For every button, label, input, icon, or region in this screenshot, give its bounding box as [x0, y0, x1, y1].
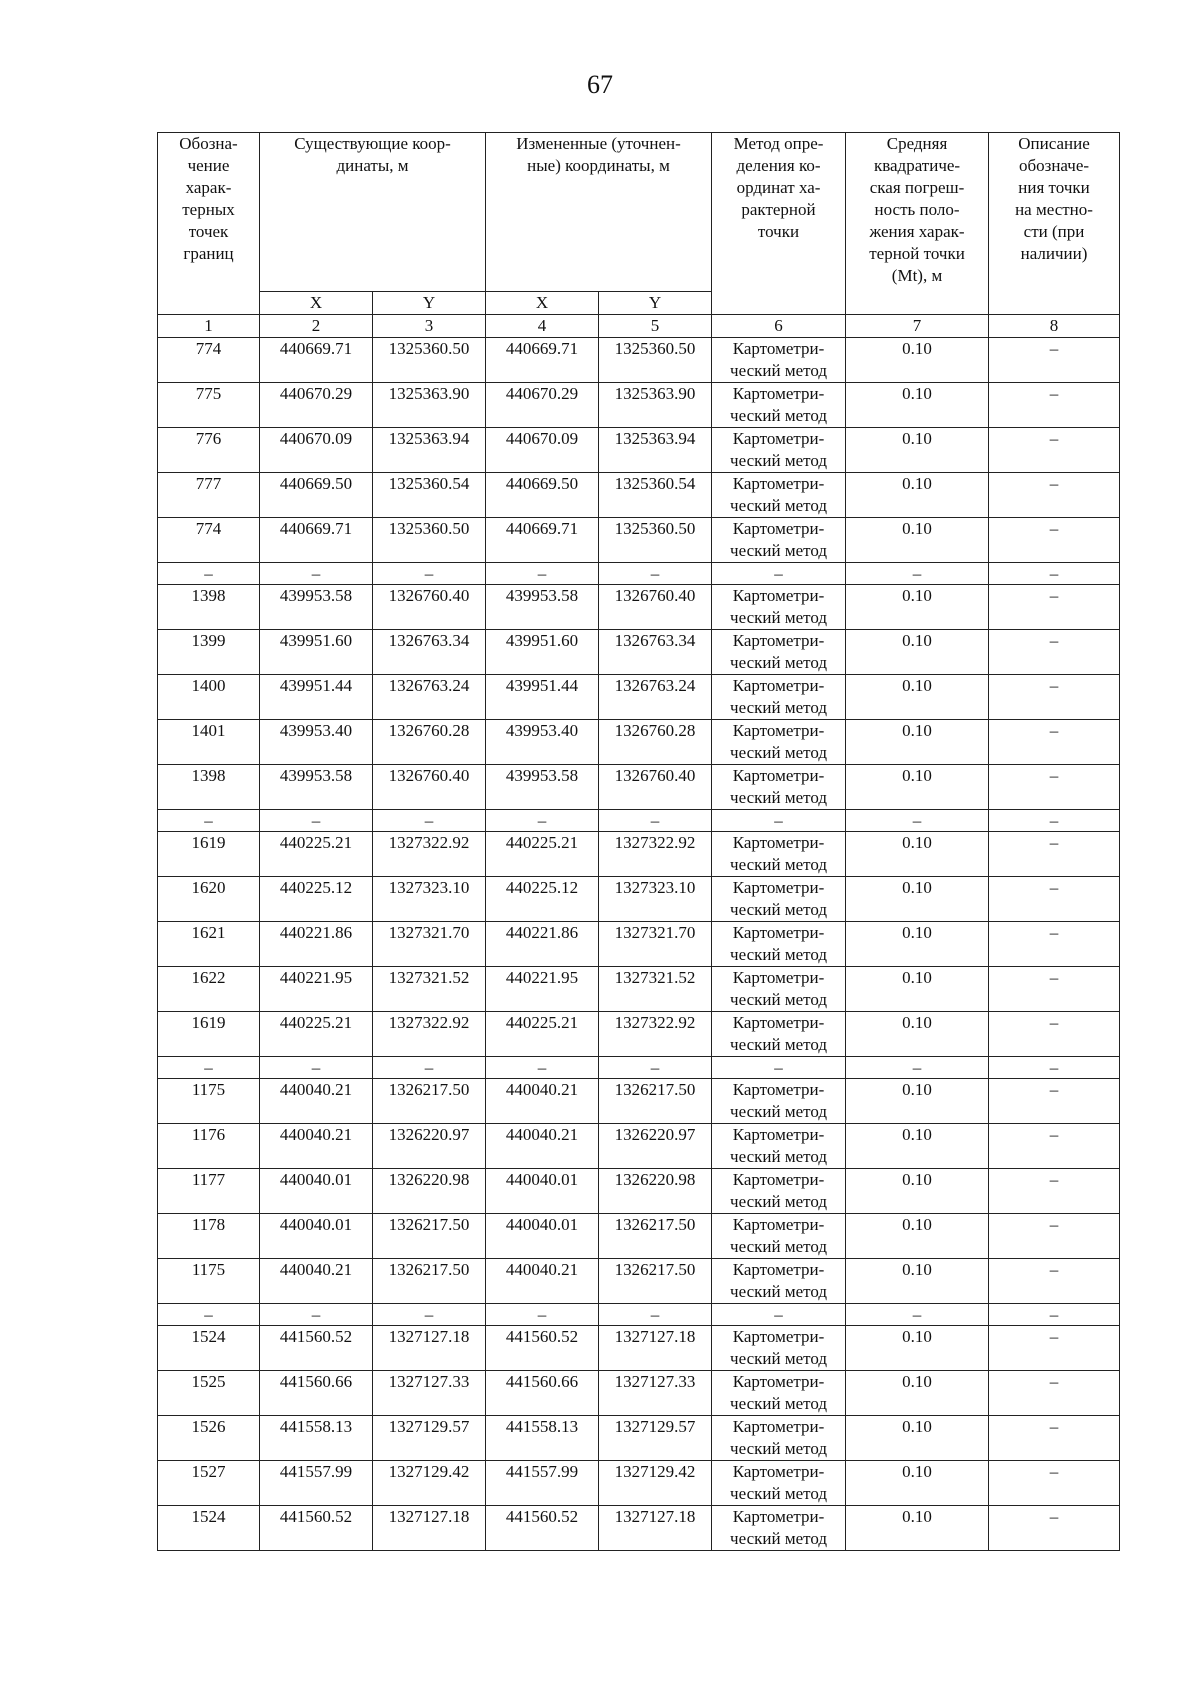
changed-x-cell: 440221.86 [486, 922, 599, 967]
table-row [158, 1416, 1120, 1461]
accuracy-cell: 0.10 [846, 1371, 989, 1416]
designation-cell: 1524 [158, 1506, 260, 1551]
header-changed-text: Измененные (уточнен- ные) координаты, м [516, 134, 681, 175]
method-cell: Картометри- ческий метод [712, 585, 846, 630]
existing-y-cell: 1325360.50 [373, 338, 486, 383]
existing-y-cell: 1327321.70 [373, 922, 486, 967]
existing-x-cell: 439953.58 [260, 765, 373, 810]
column-number: 7 [846, 315, 989, 338]
existing-x-cell: 440040.21 [260, 1259, 373, 1304]
existing-x-cell: 440040.01 [260, 1169, 373, 1214]
existing-y-cell: 1327321.52 [373, 967, 486, 1012]
accuracy-cell: 0.10 [846, 720, 989, 765]
changed-x-cell: 440670.09 [486, 428, 599, 473]
changed-x-cell: 440225.21 [486, 1012, 599, 1057]
changed-y-cell: 1325363.90 [599, 383, 712, 428]
table-row [158, 1079, 1120, 1124]
method-cell: Картометри- ческий метод [712, 1461, 846, 1506]
table-row [158, 967, 1120, 1012]
method-cell: Картометри- ческий метод [712, 675, 846, 720]
method-cell: Картометри- ческий метод [712, 630, 846, 675]
existing-y-cell: 1327129.42 [373, 1461, 486, 1506]
existing-x-cell: 441560.52 [260, 1506, 373, 1551]
changed-y-cell: 1325360.50 [599, 518, 712, 563]
table-row [158, 1371, 1120, 1416]
coordinates-table [157, 132, 1120, 1551]
existing-x-cell: 440221.95 [260, 967, 373, 1012]
table-row [158, 1326, 1120, 1371]
changed-y-cell: 1325363.94 [599, 428, 712, 473]
table-row [158, 428, 1120, 473]
description-cell: – [989, 585, 1120, 630]
table-row [158, 1259, 1120, 1304]
designation-cell: 1619 [158, 1012, 260, 1057]
separator-row [158, 810, 1120, 832]
changed-y-cell: 1327127.33 [599, 1371, 712, 1416]
changed-x-cell: 441557.99 [486, 1461, 599, 1506]
existing-y-cell: – [373, 1304, 486, 1326]
table-row [158, 1012, 1120, 1057]
existing-y-cell: 1327323.10 [373, 877, 486, 922]
changed-y-cell: 1327321.70 [599, 922, 712, 967]
designation-cell: 1525 [158, 1371, 260, 1416]
accuracy-cell: 0.10 [846, 518, 989, 563]
description-cell: – [989, 1079, 1120, 1124]
existing-x-cell: – [260, 810, 373, 832]
accuracy-cell: – [846, 1304, 989, 1326]
changed-x-cell: 439953.40 [486, 720, 599, 765]
changed-x-cell: 440669.71 [486, 338, 599, 383]
existing-x-cell: 439953.40 [260, 720, 373, 765]
changed-x-cell: 441558.13 [486, 1416, 599, 1461]
designation-cell: – [158, 1057, 260, 1079]
method-cell: Картометри- ческий метод [712, 1124, 846, 1169]
designation-cell: 1619 [158, 832, 260, 877]
table-row [158, 1461, 1120, 1506]
designation-cell: 777 [158, 473, 260, 518]
description-cell: – [989, 563, 1120, 585]
existing-x-cell: 439951.60 [260, 630, 373, 675]
existing-y-cell: 1326760.28 [373, 720, 486, 765]
header-row [158, 133, 1120, 292]
changed-x-cell: 441560.52 [486, 1326, 599, 1371]
description-cell: – [989, 1371, 1120, 1416]
column-number-row [158, 315, 1120, 338]
method-cell: Картометри- ческий метод [712, 720, 846, 765]
accuracy-cell: 0.10 [846, 1079, 989, 1124]
existing-x-cell: – [260, 563, 373, 585]
accuracy-cell: 0.10 [846, 1124, 989, 1169]
header-description [989, 133, 1120, 315]
method-cell: Картометри- ческий метод [712, 338, 846, 383]
changed-y-cell: – [599, 1304, 712, 1326]
header-existing-x: X [260, 292, 373, 315]
accuracy-cell: 0.10 [846, 1416, 989, 1461]
description-cell: – [989, 630, 1120, 675]
header-changed-y: Y [599, 292, 712, 315]
method-cell: Картометри- ческий метод [712, 1259, 846, 1304]
designation-cell: 1176 [158, 1124, 260, 1169]
changed-y-cell: 1327127.18 [599, 1326, 712, 1371]
description-cell: – [989, 877, 1120, 922]
description-cell: – [989, 1326, 1120, 1371]
method-cell: Картометри- ческий метод [712, 518, 846, 563]
changed-x-cell: – [486, 1057, 599, 1079]
designation-cell: 1175 [158, 1079, 260, 1124]
accuracy-cell: 0.10 [846, 765, 989, 810]
description-cell: – [989, 1057, 1120, 1079]
existing-x-cell: 441560.52 [260, 1326, 373, 1371]
designation-cell: – [158, 1304, 260, 1326]
changed-y-cell: 1325360.54 [599, 473, 712, 518]
accuracy-cell: 0.10 [846, 967, 989, 1012]
accuracy-cell: 0.10 [846, 1506, 989, 1551]
existing-y-cell: – [373, 810, 486, 832]
accuracy-cell: 0.10 [846, 1461, 989, 1506]
accuracy-cell: 0.10 [846, 1169, 989, 1214]
description-cell: – [989, 383, 1120, 428]
designation-cell: 1524 [158, 1326, 260, 1371]
accuracy-cell: 0.10 [846, 428, 989, 473]
designation-cell: 1398 [158, 765, 260, 810]
description-cell: – [989, 1169, 1120, 1214]
header-existing-y: Y [373, 292, 486, 315]
changed-y-cell: 1327323.10 [599, 877, 712, 922]
changed-y-cell: – [599, 1057, 712, 1079]
accuracy-cell: 0.10 [846, 1012, 989, 1057]
table-row [158, 1169, 1120, 1214]
header-changed-x: X [486, 292, 599, 315]
method-cell: Картометри- ческий метод [712, 967, 846, 1012]
changed-y-cell: 1326220.98 [599, 1169, 712, 1214]
changed-x-cell: 440670.29 [486, 383, 599, 428]
existing-y-cell: – [373, 563, 486, 585]
header-designation [158, 133, 260, 315]
changed-x-cell: 440221.95 [486, 967, 599, 1012]
accuracy-cell: – [846, 563, 989, 585]
designation-cell: – [158, 563, 260, 585]
accuracy-cell: 0.10 [846, 675, 989, 720]
header-changed [486, 133, 712, 292]
description-cell: – [989, 720, 1120, 765]
description-cell: – [989, 338, 1120, 383]
table-row [158, 1214, 1120, 1259]
description-cell: – [989, 1461, 1120, 1506]
changed-y-cell: 1327127.18 [599, 1506, 712, 1551]
designation-cell: 774 [158, 338, 260, 383]
column-number: 1 [158, 315, 260, 338]
existing-y-cell: 1325360.54 [373, 473, 486, 518]
table-row [158, 518, 1120, 563]
table-row [158, 765, 1120, 810]
existing-y-cell: 1326760.40 [373, 765, 486, 810]
changed-x-cell: 440225.12 [486, 877, 599, 922]
changed-y-cell: 1326217.50 [599, 1259, 712, 1304]
changed-x-cell: 440669.50 [486, 473, 599, 518]
existing-y-cell: 1326217.50 [373, 1079, 486, 1124]
accuracy-cell: 0.10 [846, 630, 989, 675]
description-cell: – [989, 832, 1120, 877]
existing-y-cell: 1325360.50 [373, 518, 486, 563]
column-number: 2 [260, 315, 373, 338]
description-cell: – [989, 1259, 1120, 1304]
existing-x-cell: 440670.09 [260, 428, 373, 473]
header-designation-text: Обозна- чение харак- терных точек границ [179, 134, 238, 263]
designation-cell: 1620 [158, 877, 260, 922]
changed-y-cell: 1327129.42 [599, 1461, 712, 1506]
changed-x-cell: 440040.01 [486, 1214, 599, 1259]
accuracy-cell: 0.10 [846, 473, 989, 518]
method-cell: Картометри- ческий метод [712, 765, 846, 810]
accuracy-cell: 0.10 [846, 1326, 989, 1371]
existing-x-cell: 440669.71 [260, 518, 373, 563]
designation-cell: 774 [158, 518, 260, 563]
table-row [158, 1124, 1120, 1169]
header-existing [260, 133, 486, 292]
accuracy-cell: 0.10 [846, 832, 989, 877]
changed-y-cell: 1326220.97 [599, 1124, 712, 1169]
description-cell: – [989, 1416, 1120, 1461]
table-row [158, 630, 1120, 675]
column-number: 3 [373, 315, 486, 338]
changed-y-cell: 1326763.34 [599, 630, 712, 675]
table-row [158, 832, 1120, 877]
method-cell: Картометри- ческий метод [712, 1506, 846, 1551]
changed-y-cell: 1327321.52 [599, 967, 712, 1012]
designation-cell: 1622 [158, 967, 260, 1012]
table-row [158, 922, 1120, 967]
column-number: 5 [599, 315, 712, 338]
table-row [158, 675, 1120, 720]
method-cell: Картометри- ческий метод [712, 877, 846, 922]
existing-x-cell: 441560.66 [260, 1371, 373, 1416]
existing-y-cell: 1326217.50 [373, 1259, 486, 1304]
existing-y-cell: 1326763.24 [373, 675, 486, 720]
method-cell: Картометри- ческий метод [712, 1416, 846, 1461]
description-cell: – [989, 810, 1120, 832]
changed-x-cell: 440669.71 [486, 518, 599, 563]
description-cell: – [989, 675, 1120, 720]
changed-x-cell: 439951.60 [486, 630, 599, 675]
designation-cell: 1621 [158, 922, 260, 967]
changed-y-cell: – [599, 563, 712, 585]
changed-y-cell: 1326217.50 [599, 1079, 712, 1124]
accuracy-cell: – [846, 810, 989, 832]
changed-y-cell: 1326760.28 [599, 720, 712, 765]
existing-x-cell: 441557.99 [260, 1461, 373, 1506]
table-body [158, 133, 1120, 1551]
changed-x-cell: 439953.58 [486, 585, 599, 630]
existing-y-cell: 1326760.40 [373, 585, 486, 630]
existing-y-cell: 1326217.50 [373, 1214, 486, 1259]
accuracy-cell: 0.10 [846, 877, 989, 922]
separator-row [158, 1304, 1120, 1326]
method-cell: Картометри- ческий метод [712, 473, 846, 518]
method-cell: Картометри- ческий метод [712, 383, 846, 428]
description-cell: – [989, 1012, 1120, 1057]
table-row [158, 338, 1120, 383]
existing-x-cell: 440669.71 [260, 338, 373, 383]
description-cell: – [989, 1506, 1120, 1551]
changed-y-cell: 1325360.50 [599, 338, 712, 383]
designation-cell: 1399 [158, 630, 260, 675]
existing-y-cell: 1326220.97 [373, 1124, 486, 1169]
changed-x-cell: 440040.01 [486, 1169, 599, 1214]
column-number: 4 [486, 315, 599, 338]
existing-x-cell: 440225.21 [260, 1012, 373, 1057]
method-cell: – [712, 810, 846, 832]
changed-y-cell: 1326763.24 [599, 675, 712, 720]
changed-y-cell: – [599, 810, 712, 832]
existing-x-cell: 440040.01 [260, 1214, 373, 1259]
existing-y-cell: 1326220.98 [373, 1169, 486, 1214]
existing-x-cell: 440040.21 [260, 1079, 373, 1124]
designation-cell: 776 [158, 428, 260, 473]
designation-cell: 775 [158, 383, 260, 428]
method-cell: Картометри- ческий метод [712, 1079, 846, 1124]
column-number: 8 [989, 315, 1120, 338]
existing-x-cell: 439953.58 [260, 585, 373, 630]
table-row [158, 1506, 1120, 1551]
table-row [158, 473, 1120, 518]
designation-cell: 1527 [158, 1461, 260, 1506]
existing-x-cell: 440225.12 [260, 877, 373, 922]
method-cell: Картометри- ческий метод [712, 1326, 846, 1371]
designation-cell: 1175 [158, 1259, 260, 1304]
existing-y-cell: 1327127.18 [373, 1326, 486, 1371]
header-accuracy [846, 133, 989, 315]
existing-y-cell: 1327127.33 [373, 1371, 486, 1416]
description-cell: – [989, 473, 1120, 518]
accuracy-cell: 0.10 [846, 1259, 989, 1304]
accuracy-cell: 0.10 [846, 338, 989, 383]
changed-y-cell: 1327322.92 [599, 832, 712, 877]
designation-cell: 1177 [158, 1169, 260, 1214]
accuracy-cell: 0.10 [846, 383, 989, 428]
description-cell: – [989, 1304, 1120, 1326]
method-cell: Картометри- ческий метод [712, 1214, 846, 1259]
existing-x-cell: 440225.21 [260, 832, 373, 877]
description-cell: – [989, 428, 1120, 473]
accuracy-cell: – [846, 1057, 989, 1079]
column-number: 6 [712, 315, 846, 338]
method-cell: Картометри- ческий метод [712, 832, 846, 877]
accuracy-cell: 0.10 [846, 1214, 989, 1259]
changed-y-cell: 1326217.50 [599, 1214, 712, 1259]
existing-y-cell: 1327322.92 [373, 1012, 486, 1057]
designation-cell: 1178 [158, 1214, 260, 1259]
existing-y-cell: 1327129.57 [373, 1416, 486, 1461]
designation-cell: – [158, 810, 260, 832]
description-cell: – [989, 1124, 1120, 1169]
existing-y-cell: – [373, 1057, 486, 1079]
method-cell: – [712, 1057, 846, 1079]
existing-x-cell: – [260, 1304, 373, 1326]
existing-x-cell: 439951.44 [260, 675, 373, 720]
changed-x-cell: 441560.66 [486, 1371, 599, 1416]
description-cell: – [989, 765, 1120, 810]
header-method [712, 133, 846, 315]
table-row [158, 877, 1120, 922]
existing-x-cell: 440670.29 [260, 383, 373, 428]
method-cell: Картометри- ческий метод [712, 1371, 846, 1416]
changed-x-cell: 440225.21 [486, 832, 599, 877]
table-row [158, 585, 1120, 630]
changed-x-cell: 439953.58 [486, 765, 599, 810]
method-cell: Картометри- ческий метод [712, 1169, 846, 1214]
existing-y-cell: 1325363.90 [373, 383, 486, 428]
table-row [158, 383, 1120, 428]
changed-x-cell: – [486, 810, 599, 832]
description-cell: – [989, 967, 1120, 1012]
designation-cell: 1398 [158, 585, 260, 630]
existing-x-cell: 440040.21 [260, 1124, 373, 1169]
existing-x-cell: 441558.13 [260, 1416, 373, 1461]
existing-x-cell: 440221.86 [260, 922, 373, 967]
changed-y-cell: 1327129.57 [599, 1416, 712, 1461]
accuracy-cell: 0.10 [846, 922, 989, 967]
method-cell: – [712, 563, 846, 585]
changed-y-cell: 1326760.40 [599, 585, 712, 630]
accuracy-cell: 0.10 [846, 585, 989, 630]
existing-x-cell: – [260, 1057, 373, 1079]
description-cell: – [989, 1214, 1120, 1259]
separator-row [158, 563, 1120, 585]
page-number: 67 [587, 70, 613, 99]
description-cell: – [989, 518, 1120, 563]
description-cell: – [989, 922, 1120, 967]
changed-y-cell: 1327322.92 [599, 1012, 712, 1057]
method-cell: Картометри- ческий метод [712, 428, 846, 473]
changed-x-cell: 439951.44 [486, 675, 599, 720]
changed-x-cell: 440040.21 [486, 1259, 599, 1304]
existing-y-cell: 1327127.18 [373, 1506, 486, 1551]
table-row [158, 720, 1120, 765]
existing-y-cell: 1326763.34 [373, 630, 486, 675]
changed-x-cell: – [486, 563, 599, 585]
header-method-text: Метод опре- деления ко- ординат ха- рактерной точки [733, 134, 824, 241]
header-description-text: Описание обозначе- ния точки на местно- сти (при наличии) [1015, 134, 1093, 263]
changed-y-cell: 1326760.40 [599, 765, 712, 810]
changed-x-cell: 440040.21 [486, 1079, 599, 1124]
header-existing-text: Существующие коор- динаты, м [294, 134, 451, 175]
method-cell: Картометри- ческий метод [712, 922, 846, 967]
separator-row [158, 1057, 1120, 1079]
changed-x-cell: 441560.52 [486, 1506, 599, 1551]
designation-cell: 1401 [158, 720, 260, 765]
designation-cell: 1400 [158, 675, 260, 720]
header-accuracy-text: Средняя квадратиче- ская погреш- ность поло- жения харак- терной точки (Mt), м [869, 134, 965, 285]
existing-x-cell: 440669.50 [260, 473, 373, 518]
method-cell: – [712, 1304, 846, 1326]
existing-y-cell: 1325363.94 [373, 428, 486, 473]
changed-x-cell: 440040.21 [486, 1124, 599, 1169]
changed-x-cell: – [486, 1304, 599, 1326]
existing-y-cell: 1327322.92 [373, 832, 486, 877]
method-cell: Картометри- ческий метод [712, 1012, 846, 1057]
designation-cell: 1526 [158, 1416, 260, 1461]
